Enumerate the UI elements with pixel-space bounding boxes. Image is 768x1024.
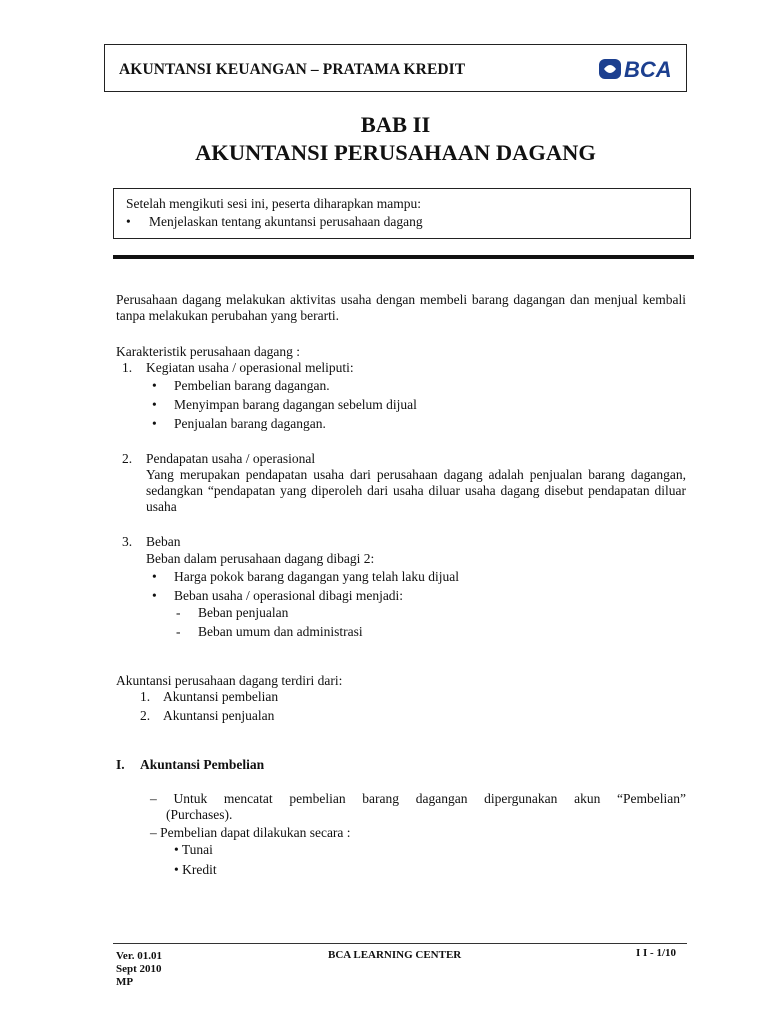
objective-box — [113, 188, 691, 239]
list-item: Beban usaha / operasional dibagi menjadi: — [174, 588, 404, 603]
item-paragraph: Yang merupakan pendapatan usaha dari perusahaan dagang adalah penjualan barang dagangan, sedangkan “pendapatan yang diperoleh dari usaha diluar usaha dagang disebut pendapatan diluar usaha — [146, 467, 686, 514]
bullet-symbol: • — [152, 588, 157, 603]
header-box — [104, 44, 687, 92]
footer-version: Ver. 01.01 — [116, 950, 162, 962]
list-item: Menyimpan barang dagangan sebelum dijual — [174, 397, 417, 412]
consists-item: Akuntansi pembelian — [163, 689, 279, 704]
characteristics-heading: Karakteristik perusahaan dagang : — [116, 344, 301, 359]
consists-number: 1. — [140, 689, 151, 704]
chapter-title: AKUNTANSI PERUSAHAAN DAGANG — [195, 140, 596, 165]
footer-center: BCA LEARNING CENTER — [328, 949, 462, 961]
logo-text: BCA — [624, 57, 672, 82]
section-number: I. — [116, 757, 125, 772]
sub-list-item: Beban penjualan — [198, 605, 289, 620]
footer-rule — [113, 943, 687, 944]
section-title: Akuntansi Pembelian — [140, 757, 265, 772]
payment-option: • Tunai — [174, 842, 213, 857]
bullet-symbol: • — [152, 378, 157, 393]
bca-logo — [598, 55, 678, 83]
bullet-symbol: • — [152, 569, 157, 584]
header-title: AKUNTANSI KEUANGAN – PRATAMA KREDIT — [119, 61, 466, 78]
objective-bullet: • — [126, 214, 131, 229]
consists-number: 2. — [140, 708, 151, 723]
footer-date: Sept 2010 — [116, 963, 162, 975]
item-number: 1. — [122, 360, 133, 375]
item-title: Pendapatan usaha / operasional — [146, 451, 316, 466]
sub-list-item: Beban umum dan administrasi — [198, 624, 363, 639]
objective-item: Menjelaskan tentang akuntansi perusahaan dagang — [149, 214, 423, 229]
footer-page: I I - 1/10 — [636, 947, 677, 959]
dash-symbol: - — [176, 605, 181, 620]
purchase-point-1: – Untuk mencatat pembelian barang dagangan dipergunakan akun “Pembelian” — [150, 791, 686, 806]
purchase-point-1-cont: (Purchases). — [166, 807, 233, 822]
payment-option: • Kredit — [174, 862, 217, 877]
bullet-symbol: • — [152, 416, 157, 431]
list-item: Pembelian barang dagangan. — [174, 378, 330, 393]
consists-heading: Akuntansi perusahaan dagang terdiri dari: — [116, 673, 343, 688]
item-number: 3. — [122, 534, 133, 549]
list-item: Penjualan barang dagangan. — [174, 416, 326, 431]
objective-intro: Setelah mengikuti sesi ini, peserta diharapkan mampu: — [126, 196, 422, 211]
bullet-symbol: • — [152, 397, 157, 412]
item-number: 2. — [122, 451, 133, 466]
item-title: Beban — [146, 534, 181, 549]
footer-initials: MP — [116, 976, 134, 988]
consists-item: Akuntansi penjualan — [163, 708, 275, 723]
section-divider — [113, 255, 694, 259]
chapter-number: BAB II — [360, 112, 431, 137]
purchase-point-2: – Pembelian dapat dilakukan secara : — [150, 825, 351, 840]
dash-symbol: - — [176, 624, 181, 639]
item-title: Kegiatan usaha / operasional meliputi: — [146, 360, 354, 375]
item-subtitle: Beban dalam perusahaan dagang dibagi 2: — [146, 551, 375, 566]
list-item: Harga pokok barang dagangan yang telah laku dijual — [174, 569, 460, 584]
intro-paragraph: Perusahaan dagang melakukan aktivitas usaha dengan membeli barang dagangan dan menjual kembali tanpa melakukan perubahan yang berarti. — [116, 292, 686, 323]
